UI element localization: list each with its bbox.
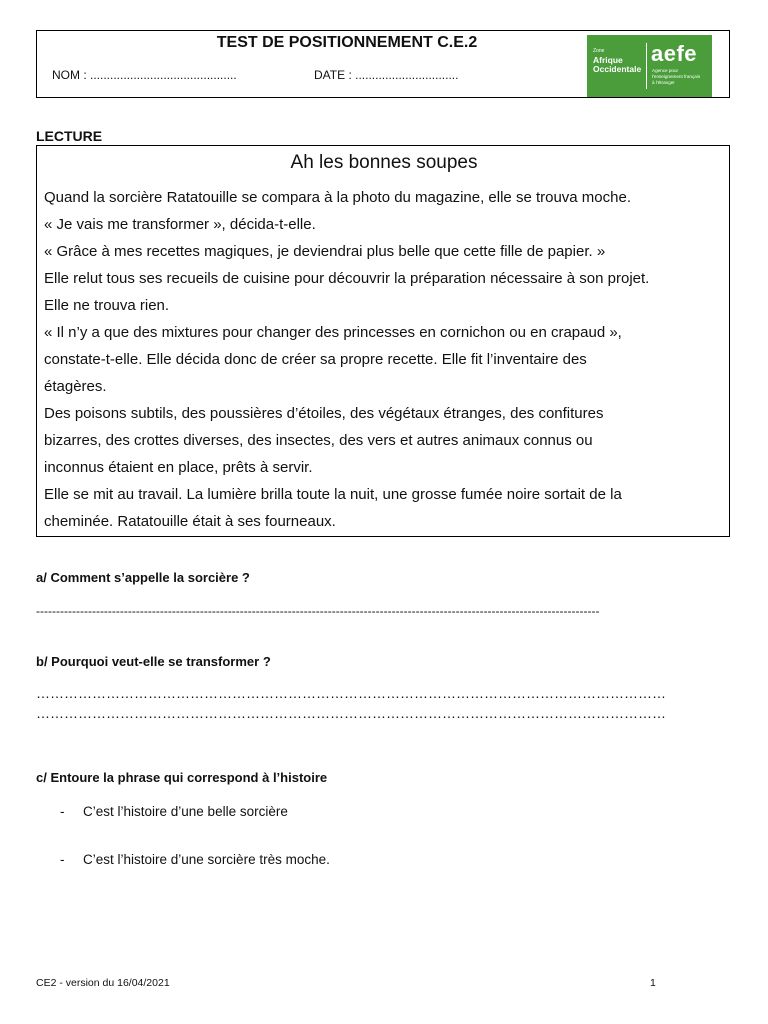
story-line: inconnus étaient en place, prêts à servir. (44, 459, 313, 476)
logo-brand: aefe (651, 41, 698, 66)
logo-zone: Zone (593, 48, 605, 54)
logo-region-line1: Afrique (593, 55, 623, 65)
page-number: 1 (650, 977, 656, 989)
question-c: c/ Entoure la phrase qui correspond à l’histoire (36, 770, 328, 785)
bullet-dash: - (60, 852, 65, 867)
story-line: Elle se mit au travail. La lumière brilla toute la nuit, une grosse fumée noire sortait de la (44, 486, 622, 503)
story-title: Ah les bonnes soupes (290, 152, 478, 173)
aefe-logo (587, 35, 712, 97)
story-line: Des poisons subtils, des poussières d’étoiles, des végétaux étranges, des confitures (44, 405, 604, 422)
story-line: bizarres, des crottes diverses, des insectes, des vers et autres animaux connus ou (44, 432, 593, 449)
section-label: LECTURE (36, 128, 103, 144)
story-line: « Il n’y a que des mixtures pour changer des princesses en cornichon ou en crapaud », (44, 324, 622, 341)
story-line: « Je vais me transformer », décida-t-elle. (44, 216, 316, 233)
story-line: Elle relut tous ses recueils de cuisine pour découvrir la préparation nécessaire à son projet. (44, 270, 650, 287)
test-title-text: TEST DE POSITIONNEMENT C.E.2 (216, 34, 478, 51)
logo-region-line2: Occidentale (593, 64, 642, 74)
header-box (36, 30, 730, 98)
logo-agency-line3: à l'étranger (652, 80, 675, 85)
story-line: Elle ne trouva rien. (44, 297, 170, 314)
choice-1-text: C’est l’histoire d’une belle sorcière (83, 804, 288, 819)
answer-line-a: --------------------------------------------------------------------------------------------------------------------------------------------- (36, 604, 600, 618)
story-text (44, 184, 730, 535)
logo-divider (646, 43, 647, 89)
choice-2-text: C’est l’histoire d’une sorcière très moche. (83, 852, 330, 867)
logo-region (593, 56, 641, 74)
story-line: constate-t-elle. Elle décida donc de créer sa propre recette. Elle fit l’inventaire des (44, 351, 587, 368)
answer-line-b2: ……………………………………………………………………………………………………………………… (36, 705, 666, 721)
story-line: étagères. (44, 378, 107, 395)
answer-line-b1: ……………………………………………………………………………………………………………………… (36, 685, 666, 701)
footer-version: CE2 - version du 16/04/2021 (36, 977, 170, 989)
story-line: « Grâce à mes recettes magiques, je deviendrai plus belle que cette fille de papier. » (44, 243, 606, 260)
story-line: Quand la sorcière Ratatouille se compara à la photo du magazine, elle se trouva moche. (44, 189, 631, 206)
nom-field: NOM : ............................................ (52, 68, 237, 82)
story-line: cheminée. Ratatouille était à ses fourneaux. (44, 513, 336, 530)
date-field: DATE : ............................... (314, 68, 459, 82)
choice-2 (60, 852, 330, 867)
bullet-dash: - (60, 804, 65, 819)
logo-agency-line1: Agence pour (652, 68, 679, 73)
logo-agency (652, 68, 708, 86)
question-b: b/ Pourquoi veut-elle se transformer ? (36, 654, 271, 669)
logo-agency-line2: l'enseignement français (652, 74, 701, 79)
question-a: a/ Comment s’appelle la sorcière ? (36, 570, 250, 585)
reading-text-box (36, 145, 730, 537)
choice-1 (60, 804, 288, 819)
